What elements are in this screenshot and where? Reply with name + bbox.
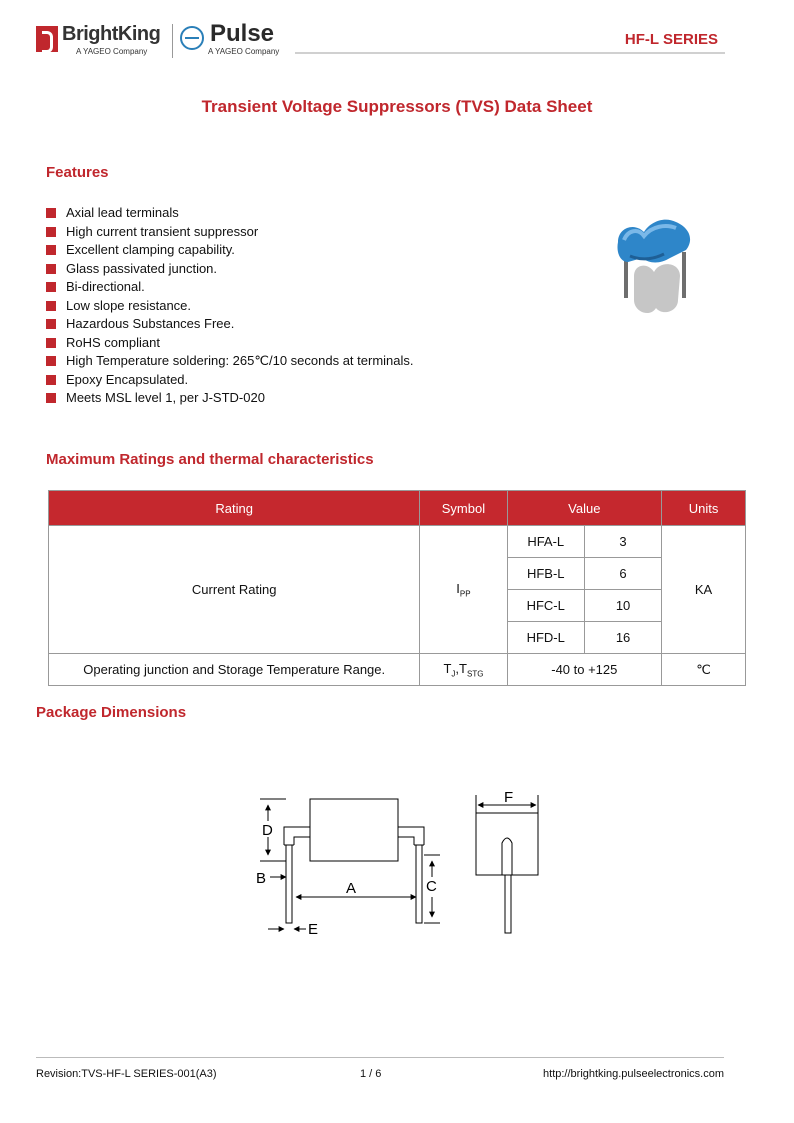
part-cell: HFC-L	[507, 590, 584, 622]
col-rating: Rating	[49, 491, 420, 526]
current-rating-label: Current Rating	[49, 526, 420, 654]
symbol-main: I	[456, 580, 460, 596]
list-item: Epoxy Encapsulated.	[46, 371, 414, 390]
col-units: Units	[662, 491, 746, 526]
table-header-row	[49, 491, 746, 526]
dim-label-d: D	[262, 822, 273, 839]
dim-label-e: E	[308, 921, 319, 938]
temperature-value: -40 to +125	[507, 654, 662, 686]
symbol-main: T	[459, 660, 467, 676]
table-row	[49, 526, 746, 558]
pulse-name: Pulse	[210, 20, 275, 47]
features-heading: Features	[46, 164, 109, 181]
value-cell: 3	[584, 526, 661, 558]
current-rating-unit: KA	[662, 526, 746, 654]
col-symbol: Symbol	[420, 491, 507, 526]
features-list	[46, 204, 414, 408]
pulse-logo-icon	[180, 26, 204, 50]
footer-divider	[36, 1057, 724, 1058]
dim-label-a: A	[346, 880, 357, 897]
part-cell: HFD-L	[507, 622, 584, 654]
list-item: Axial lead terminals	[46, 204, 414, 223]
dim-label-f: F	[504, 789, 514, 806]
symbol-separator: ,	[455, 660, 460, 676]
pulse-subtitle: A YAGEO Company	[208, 47, 280, 56]
footer-page-number: 1 / 6	[360, 1068, 382, 1080]
list-item: High current transient suppressor	[46, 223, 414, 242]
ratings-heading: Maximum Ratings and thermal characteristics	[46, 451, 374, 468]
brightking-logo-icon	[36, 26, 58, 52]
pulse-logo	[180, 22, 300, 62]
table-row	[49, 654, 746, 686]
footer-revision: Revision:TVS-HF-L SERIES-001(A3)	[36, 1068, 217, 1080]
value-cell: 6	[584, 558, 661, 590]
brightking-logo	[36, 22, 166, 62]
current-rating-symbol	[420, 526, 507, 654]
dim-label-b: B	[256, 870, 267, 887]
col-value: Value	[507, 491, 662, 526]
symbol-sub: STG	[466, 669, 484, 679]
part-cell: HFA-L	[507, 526, 584, 558]
footer-url[interactable]: http://brightking.pulseelectronics.com	[543, 1068, 724, 1080]
component-photo	[600, 212, 710, 324]
package-heading: Package Dimensions	[36, 704, 187, 721]
list-item: Meets MSL level 1, per J-STD-020	[46, 389, 414, 408]
list-item: Bi-directional.	[46, 278, 414, 297]
list-item: RoHS compliant	[46, 334, 414, 353]
temperature-unit: ℃	[662, 654, 746, 686]
list-item: High Temperature soldering: 265℃/10 seconds at terminals.	[46, 352, 414, 371]
header-divider	[295, 52, 725, 54]
symbol-sub: PP	[459, 589, 471, 599]
list-item: Glass passivated junction.	[46, 260, 414, 279]
package-dimensions-drawing	[250, 785, 550, 945]
value-cell: 16	[584, 622, 661, 654]
page-title: Transient Voltage Suppressors (TVS) Data Sheet	[201, 97, 593, 116]
list-item: Hazardous Substances Free.	[46, 315, 414, 334]
temperature-symbol	[420, 654, 507, 686]
list-item: Low slope resistance.	[46, 297, 414, 316]
ratings-table	[48, 490, 746, 686]
part-cell: HFB-L	[507, 558, 584, 590]
temperature-label: Operating junction and Storage Temperature Range.	[49, 654, 420, 686]
value-cell: 10	[584, 590, 661, 622]
list-item: Excellent clamping capability.	[46, 241, 414, 260]
brightking-name: BrightKing	[62, 23, 161, 45]
brightking-subtitle: A YAGEO Company	[76, 47, 148, 56]
symbol-sub: J	[451, 669, 456, 679]
dim-label-c: C	[426, 878, 437, 895]
symbol-main: T	[443, 660, 452, 676]
series-name: HF-L SERIES	[624, 31, 718, 48]
logo-separator	[172, 24, 173, 58]
